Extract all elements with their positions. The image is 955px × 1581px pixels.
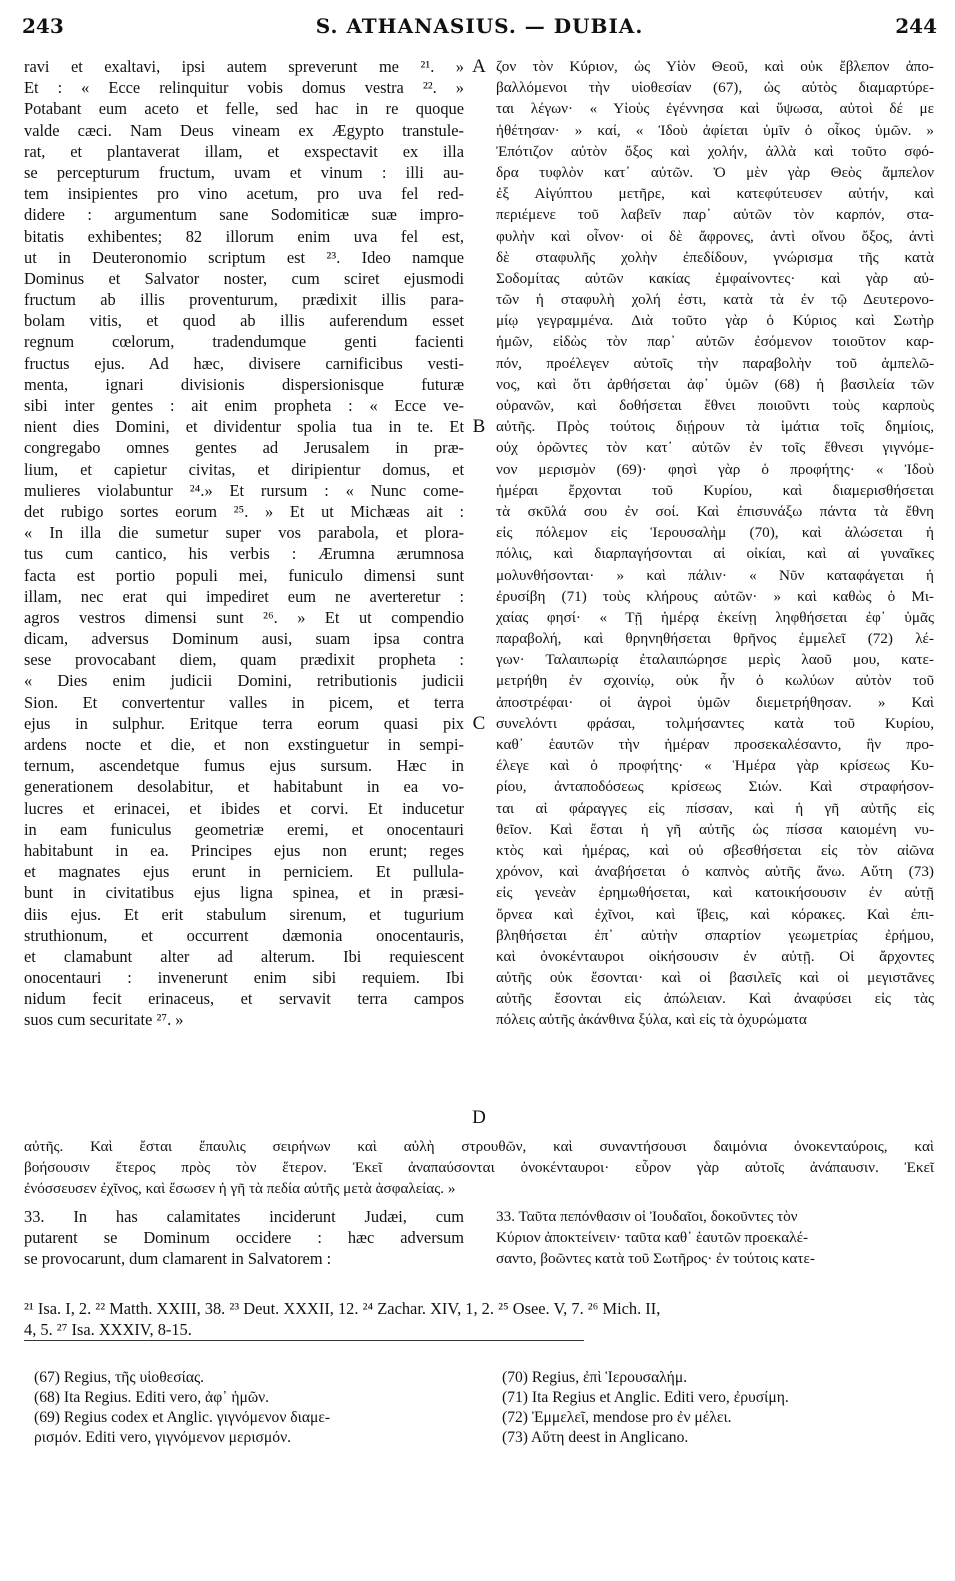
greek-text-line: αὐτῆς οὐκ ἔσονται· καὶ οἱ βασιλεῖς καὶ οἱ μεγιστᾶνες	[496, 969, 934, 987]
greek-text-line: νος, καὶ ὅτι ἀρθήσεται ἀφ᾽ ὑμῶν (68) ἡ βασιλεία τῶν	[496, 375, 934, 393]
margin-marker-c: C	[472, 713, 486, 734]
greek-text-line: νον μερισμὸν (69)· φησὶ γὰρ ὁ προφήτης· « Ἰδοὺ	[496, 460, 934, 478]
greek-text-line: βοήσουσιν ἕτερος πρὸς τὸν ἕτερον. Ἐκεῖ ἀναπαύσονται ὀνοκένταυροι· εὗρον γὰρ αὐτοῖς ἀνάπαυσιν. Ἐκεῖ	[24, 1159, 934, 1177]
textual-notes-right	[502, 1368, 932, 1448]
latin-text-line: diis ejus. Et erit stabulum sirenum, et tugurium	[24, 904, 464, 924]
latin-text-line: sibi inter gentes : ait enim propheta : « Ecce ve-	[24, 396, 464, 415]
latin-text-line: agros vestros dimensi sunt ²⁶. » Et ut compendio	[24, 607, 464, 627]
greek-text-line: ἠθέτησαν· » καί, « Ἰδοὺ ἀφίεται ὑμῖν ὁ οἶκος ὑμῶν. »	[496, 121, 934, 139]
greek-text-line: θεῖον. Καὶ ἔσται ἡ γῆ αὐτῆς ὡς πίσσα καιομένη νυ-	[496, 820, 934, 838]
textual-note-line: ρισμόν. Editi vero, γιγνόμενον μερισμόν.	[34, 1429, 292, 1446]
greek-text-line: ἐρυσίβη (71) τοὺς κλήρους αὐτῶν· » καὶ καθὼς ὁ Μι-	[496, 587, 934, 605]
textual-note-line: (72) Ἐμμελεῖ, mendose pro ἐν μέλει.	[502, 1409, 732, 1426]
latin-text-line: dicam, adversus Dominum ausi, suam ipsa contra	[24, 629, 464, 649]
latin-text-line: « Dies enim judicii Domini, retributionis judicii	[24, 671, 464, 691]
latin-text-line: et magnates ejus erunt in perniciem. Et pullula-	[24, 862, 464, 882]
greek-text-line: πόν, προέλεγεν αὐτοῖς τὴν παραβολὴν τοῦ ἀμπελῶ-	[496, 354, 934, 372]
latin-text-line: facta est portio populi mei, funiculo dimensi sunt	[24, 565, 464, 585]
latin-text-line: ejus in sulphur. Eritque terra eorum quasi pix	[24, 713, 464, 733]
latin-text-line: regnum cœlorum, tradendumque genti facienti	[24, 332, 464, 352]
latin-text-line: bitatis exhibentes; 82 illorum enim uva fel est,	[24, 226, 464, 246]
latin-section-33	[24, 1206, 464, 1270]
greek-text-line: γων· Ταλαιπωρίᾳ ἐταλαιπώρησε μερὶς λαοῦ μου, κατε-	[496, 651, 934, 669]
page-number-left: 243	[22, 14, 64, 38]
latin-text-line: tus cum cantico, his verbis : Ærumna ærumnosa	[24, 544, 464, 564]
greek-text-line: ται αἱ φάραγγες εἰς πίσσαν, καὶ ἡ γῆ αὐτῆς εἰς	[496, 799, 934, 817]
latin-text-line: lucres et erinacei, et ibides et corvi. Et inducetur	[24, 798, 464, 818]
latin-text-line: det rubigo sortes eorum ²⁵. » Et ut Michæas ait :	[24, 501, 464, 521]
latin-text-line: ardens nocte et die, et non exstinguetur in sempi-	[24, 735, 464, 754]
greek-text-line: δὲ σταφυλῆς χολὴν ἐπεδίδουν, γνώρισμα τῆς κατὰ	[496, 248, 934, 266]
latin-text-line: se percepturum fructum, uvam et vinum : illi au-	[24, 162, 464, 182]
greek-text-line: τὰ σκῦλά σου ἐν σοί. Καὶ ἐπισυνάξω πάντα τὰ ἔθνη	[496, 502, 934, 520]
greek-text-line: Σοδομίτας αὐτῶν κακίας ἐμφαίνοντες· καὶ γὰρ αὐ-	[496, 269, 934, 287]
greek-text-line: ἡμέραι ἔρχονται τοῦ Κυρίου, καὶ διαμερισθήσεται	[496, 481, 934, 499]
latin-text-line: rat, et plantaverat illam, et exspectavit ex illa	[24, 141, 464, 161]
greek-text-line: ἡμῶν, εἰδὼς τὸν παρ᾽ αὐτῶν ἐσόμενον τοιοῦτον καρ-	[496, 333, 934, 351]
greek-text-line: χρόνον, καὶ ἀναβήσεται ὁ καπνὸς αὐτῆς ἄνω. Αὕτη (73)	[496, 863, 934, 881]
latin-text-line: ternum, ascendetque fumus ejus sursum. Hæc in	[24, 756, 464, 776]
greek-text-line: πόλεις αὐτῆς ἀκάνθινα ξύλα, καὶ εἰς τὰ ὀχυρώματα	[496, 1011, 807, 1029]
greek-text-line: μολυνθήσονται· » καὶ πάλιν· « Νῦν καταφάγεται ἡ	[496, 566, 934, 584]
greek-text-line: ὄρνεα καὶ ἐχῖνοι, καὶ ἴβεις, καὶ κόρακες. Καὶ ἐπι-	[496, 905, 934, 923]
latin-text-line: 33. In has calamitates inciderunt Judæi, cum	[24, 1207, 464, 1226]
greek-text-line: ζον τὸν Κύριον, ὡς Υἱὸν Θεοῦ, καὶ οὐκ ἔβλεπον ἀπο-	[496, 58, 934, 75]
latin-text-line: bunt in civitatibus ejus ligna spinea, et in præsi-	[24, 883, 464, 903]
latin-text-line: didere : argumentum sane Sodomiticæ suæ impro-	[24, 205, 464, 225]
scripture-reference-line: 4, 5. ²⁷ Isa. XXXIV, 8-15.	[24, 1320, 192, 1339]
latin-text-line: menta, ignari divisionis dispersionisque futuræ	[24, 374, 464, 394]
greek-text-line: οὐρανῶν, καὶ δοθήσεται ἔθνει ποιοῦντι τοὺς καρποὺς	[496, 397, 934, 414]
greek-text-line: αὐτῆς. Καὶ ἔσται ἔπαυλις σειρήνων καὶ αὐλὴ στρουθῶν, καὶ συναντήσουσι δαιμόνια ὀνοκενταύροις, καὶ	[24, 1138, 934, 1155]
latin-text-line: in eam funiculus geometriæ eremi, et onocentauri	[24, 819, 464, 839]
latin-text-line: et clamabunt alter ad alterum. Ibi requiescent	[24, 946, 464, 966]
latin-text-line: ut in Deuteronomio scriptum est ²³. Ideo namque	[24, 247, 464, 267]
latin-text-line: lium, et capietur civitas, et diripientur domus, et	[24, 459, 464, 479]
greek-text-line: 33. Ταῦτα πεπόνθασιν οἱ Ἰουδαῖοι, δοκοῦντες τὸν	[496, 1208, 798, 1225]
greek-text-line: κτὸς καὶ ἡμέρας, καὶ οὐ σβεσθήσεται εἰς τὸν αἰῶνα	[496, 841, 934, 859]
latin-text-line: « In illa die sumetur super vos parabola, et plora-	[24, 523, 464, 543]
greek-text-line: ρίου, ἀνταποδόσεως κρίσεως Σιών. Καὶ στραφήσον-	[496, 778, 934, 796]
textual-note-line: (68) Ita Regius. Editi vero, ἀφ᾽ ἡμῶν.	[34, 1389, 270, 1406]
margin-marker-a: A	[472, 56, 486, 77]
greek-text-line: μετρήθη ἐν σχοινίῳ, οὐκ ἦν ὁ κωλύων αὐτὸν τοῦ	[496, 672, 934, 690]
latin-text-line: se provocarunt, dum clamarent in Salvatorem :	[24, 1249, 332, 1269]
latin-text-line: valde cæci. Nam Deus vineam ex Ægypto transtule-	[24, 120, 464, 140]
greek-text-line: χαίας φησί· « Τῇ ἡμέρᾳ ἐκείνῃ ληφθήσεται ἐφ᾽ ὑμᾶς	[496, 608, 934, 626]
greek-text-line: ἐξ Αἰγύπτου μετῆρε, καὶ κατεφύτευσεν αὐτήν, καὶ	[496, 185, 934, 203]
greek-text-line: μίῳ γεγραμμένα. Διὰ τοῦτο γὰρ ὁ Κύριος καὶ Σωτὴρ	[496, 312, 934, 330]
latin-text-line: ravi et exaltavi, ipsi autem spreverunt me ²¹. »	[24, 57, 464, 76]
greek-text-line: τῶν ἡ σταφυλὴ χολή ἐστι, κατὰ τὰ ἐν τῷ Δευτερονο-	[496, 291, 934, 309]
greek-text-line: οὐχ ὁρῶντες τὸν κατ᾽ αὐτῶν ἐν τοῖς ἔθνεσι γιγνόμε-	[496, 439, 934, 457]
latin-text-line: nidum fecit erinaceus, et servavit terra campos	[24, 989, 464, 1009]
greek-text-line: εἰς πόλεμον εἰς Ἱερουσαλὴμ (70), καὶ ἁλώσεται ἡ	[496, 524, 934, 542]
latin-text-line: Dominus et Salvator noster, cum sciret ejusmodi	[24, 268, 464, 288]
latin-text-line: illam, nec erat qui impediret eum ne averteretur :	[24, 586, 464, 606]
greek-text-line: καθ᾽ ἑαυτῶν τὴν ἡμέραν προσεκαλέσαντο, ἣν προ-	[496, 736, 934, 753]
greek-text-line: δρα τυφλὸν κατ᾽ αὐτῶν. Ὁ μὲν γὰρ Θεὸς ἄμπελον	[496, 163, 934, 181]
textual-note-line: (69) Regius codex et Anglic. γιγνόμενον διαμε-	[34, 1409, 331, 1426]
greek-text-line: συνελόντι φράσαι, τολμήσαντες κατὰ τοῦ Κυρίου,	[496, 714, 934, 732]
latin-text-line: fructum ab illis proventurum, prædixit illis para-	[24, 290, 464, 310]
textual-note-line: (73) Αὕτη deest in Anglicano.	[502, 1429, 689, 1446]
running-title: S. ATHANASIUS. — DUBIA.	[315, 14, 644, 38]
latin-text-line: fructus ejus. Ad hæc, divisere carnificibus vesti-	[24, 353, 464, 373]
latin-text-line: generationem desolabitur, et habitabunt in ea vo-	[24, 777, 464, 797]
greek-text-line: Κύριον ἀποκτείνειν· ταῦτα καθ᾽ ἑαυτῶν προεκαλέ-	[496, 1229, 809, 1247]
greek-column	[496, 56, 934, 1031]
greek-text-line: σαντο, βοῶντες κατὰ τοῦ Σωτῆρος· ἐν τούτοις κατε-	[496, 1250, 815, 1268]
greek-text-line: αὐτῆς. Πρὸς τούτοις διῄρουν τὰ ἱμάτια τοῖς δημίοις,	[496, 418, 934, 436]
textual-note-line: (71) Ita Regius et Anglic. Editi vero, ἐρυσίμη.	[502, 1389, 789, 1406]
scripture-reference-line: ²¹ Isa. I, 2. ²² Matth. XXIII, 38. ²³ Deut. XXXII, 12. ²⁴ Zachar. XIV, 1, 2. ²⁵ Osee. V, 7. ²⁶ Mich. II,	[24, 1299, 661, 1318]
greek-text-line: βαλλόμενοι τὴν υἱοθεσίαν (67), ὡς αὐτὸς διαμαρτύρε-	[496, 79, 934, 97]
latin-text-line: Sion. Et convertentur valles in picem, et terra	[24, 692, 464, 712]
latin-text-line: congregabo omnes gentes ad Jerusalem in præ-	[24, 438, 464, 458]
margin-marker-b: B	[472, 416, 486, 437]
latin-column	[24, 56, 464, 1031]
textual-note-line: (70) Regius, ἐπὶ Ἱερουσαλήμ.	[502, 1369, 688, 1386]
margin-marker-d: D	[472, 1107, 486, 1128]
textual-note-line: (67) Regius, τῆς υἱοθεσίας.	[34, 1369, 205, 1386]
latin-text-line: suos cum securitate ²⁷. »	[24, 1010, 184, 1030]
latin-text-line: tem insipientes pro vino acetum, pro uva fel red-	[24, 184, 464, 204]
greek-text-line: περιέμενε τοῦ λαβεῖν παρ᾽ αὐτῶν τὸν καρπόν, στα-	[496, 206, 934, 224]
greek-section-33	[496, 1206, 934, 1270]
greek-text-line: αὐτῆς ἔσονται εἰς ἀπώλειαν. Καὶ ἀναφύσει εἰς τὰς	[496, 990, 934, 1008]
latin-text-line: sese provocabant diem, quam prædixit propheta :	[24, 650, 464, 670]
greek-text-line: παραβολή, καὶ θρηνηθήσεται θρῆνος ἐμμελεῖ (72) λέ-	[496, 630, 934, 648]
greek-text-line: Ἐπότιζον αὐτὸν ὄξος καὶ χολήν, ἀλλὰ καὶ τοῦτο σφό-	[496, 142, 934, 160]
latin-text-line: mulieres violabuntur ²⁴.» Et rursum : « Nunc come-	[24, 480, 464, 500]
textual-notes-left	[34, 1368, 484, 1448]
greek-text-line: βληθήσεται ἐπ᾽ αὐτὴν σπαρτίον γεωμετρίας ἐρήμου,	[496, 926, 934, 944]
greek-text-line: ται λέγων· « Υἱοὺς ἐγέννησα καὶ ὕψωσα, αὐτοὶ δέ με	[496, 100, 934, 118]
greek-text-line: φυλὴν καὶ οἶνον· οἱ δὲ ἄφρονες, ἀντὶ οἴνου ὄξος, ἀντὶ	[496, 227, 934, 245]
page-header	[22, 14, 937, 44]
latin-text-line: Et : « Ecce relinquitur vobis domus vestra ²². »	[24, 78, 464, 98]
full-width-greek-block	[24, 1136, 934, 1200]
greek-text-line: πόλις, καὶ διαρπαγήσονται αἱ οἰκίαι, καὶ αἱ γυναῖκες	[496, 545, 934, 563]
latin-text-line: Potabant eum aceto et felle, sed hac in re quoque	[24, 99, 464, 119]
greek-text-line: ἐνόσσευσεν ἐχῖνος, καὶ ἔσωσεν ἡ γῆ τὰ πεδία αὐτῆς μετὰ ἀσφαλείας. »	[24, 1180, 456, 1198]
latin-text-line: putarent se Dominum occidere : hæc adversum	[24, 1228, 464, 1248]
latin-text-line: struthionum, et occurrent dæmonia onocentauris,	[24, 925, 464, 945]
scripture-references	[24, 1298, 934, 1340]
greek-text-line: εἰς γενεὰν ἐρημωθήσεται, καὶ κατοικήσουσιν ἐν αὐτῇ	[496, 884, 934, 902]
greek-text-line: ἀποστρέφαι· οἱ ἀγροὶ ὑμῶν διεμετρήθησαν. » Καὶ	[496, 693, 934, 711]
latin-text-line: nient dies Domini, et dividentur spolia tua in te. Et	[24, 417, 464, 437]
greek-text-line: καὶ ὀνοκένταυροι οἰκήσουσιν ἐν αὐτῇ. Οἱ ἄρχοντες	[496, 947, 934, 965]
page-number-right: 244	[895, 14, 937, 38]
latin-text-line: onocentauri : invenerunt enim sibi requiem. Ibi	[24, 968, 464, 988]
latin-text-line: habitabunt in ea. Principes ejus non erunt; reges	[24, 840, 464, 860]
greek-text-line: έλεγε καὶ ὁ προφήτης· « Ἡμέρα γὰρ κρίσεως Κυ-	[496, 757, 934, 775]
latin-text-line: bolam vitis, et quod ab illis auferendum esset	[24, 311, 464, 331]
footnote-divider	[24, 1340, 584, 1341]
